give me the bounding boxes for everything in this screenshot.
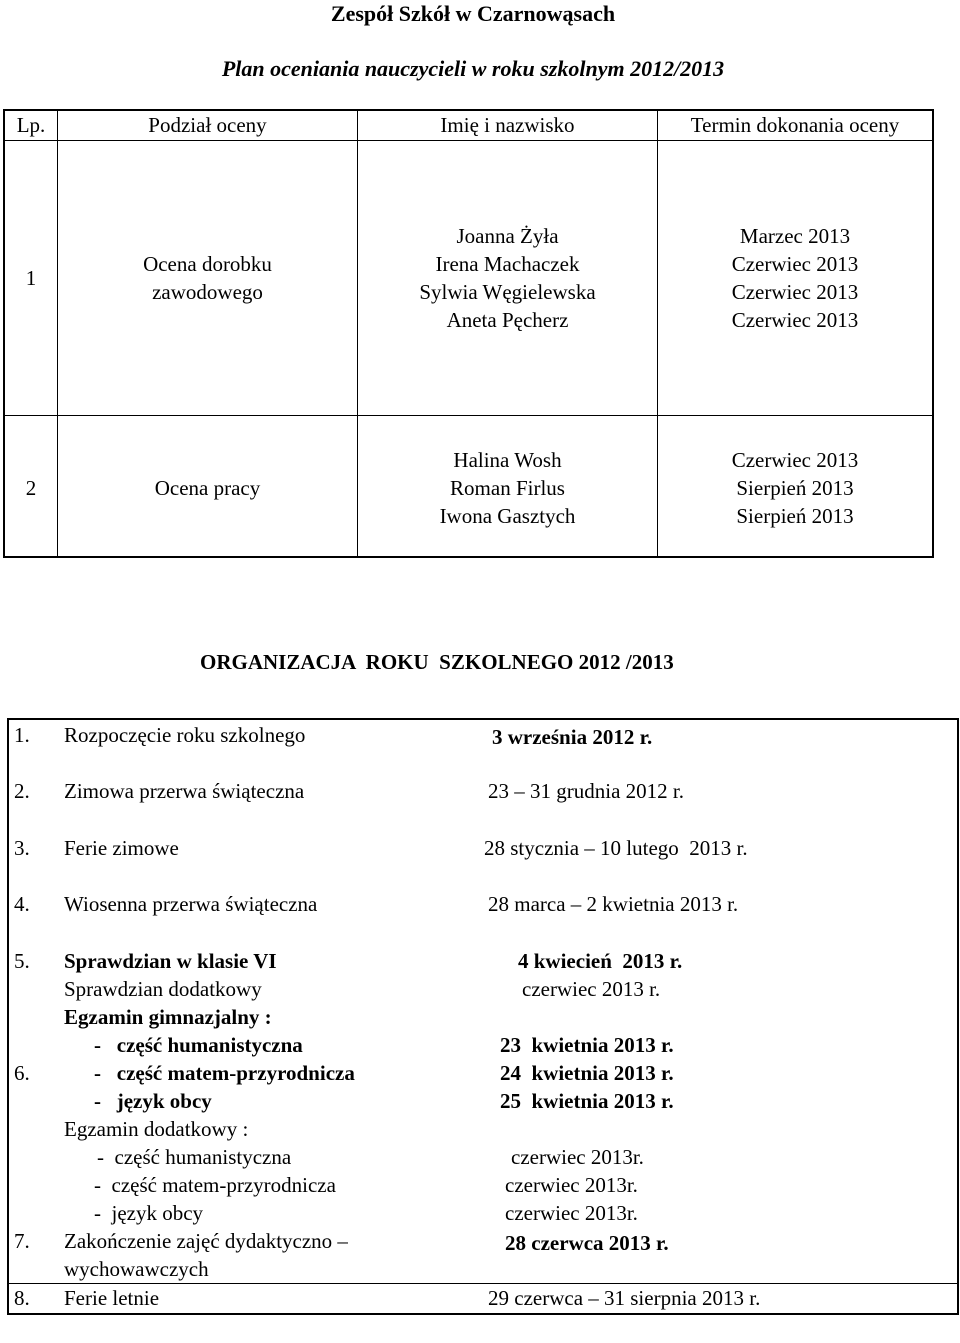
item-label: Rozpoczęcie roku szkolnego (64, 723, 306, 747)
item-number: 1. (14, 723, 30, 747)
org-row-divider (7, 1283, 959, 1284)
extra-exam-part: - część humanistyczna (97, 1145, 292, 1169)
item-extra-date: czerwiec 2013 r. (522, 977, 661, 1001)
row-date: Marzec 2013 (739, 224, 851, 248)
row-division: zawodowego (152, 280, 263, 304)
exam-date: 24 kwietnia 2013 r. (500, 1061, 674, 1085)
extra-exam-date: czerwiec 2013r. (505, 1201, 638, 1225)
table-border-right (932, 109, 934, 558)
item-date: 28 marca – 2 kwietnia 2013 r. (488, 892, 739, 916)
extra-exam-part: - język obcy (94, 1201, 204, 1225)
row-name: Roman Firlus (450, 476, 565, 500)
exam-part: - część humanistyczna (94, 1033, 303, 1057)
header-division: Podział oceny (148, 113, 267, 137)
plan-title: Plan oceniania nauczycieli w roku szkolnym 2012/2013 (221, 56, 725, 81)
item-number: 8. (14, 1286, 30, 1310)
item-label: Zakończenie zajęć dydaktyczno – (64, 1229, 348, 1253)
row-name: Halina Wosh (453, 448, 562, 472)
exam-date: 23 kwietnia 2013 r. (500, 1033, 674, 1057)
table-border-bottom (3, 556, 934, 558)
row-date: Sierpień 2013 (736, 476, 854, 500)
extra-exam-part: - część matem-przyrodnicza (94, 1173, 336, 1197)
exam-part: - język obcy (94, 1089, 212, 1113)
row-name: Sylwia Węgielewska (419, 280, 596, 304)
item-label-continued: wychowawczych (64, 1257, 209, 1281)
table-header-divider (3, 140, 934, 141)
item-date: 23 – 31 grudnia 2012 r. (488, 779, 684, 803)
row-division: Ocena pracy (154, 476, 261, 500)
extra-exam-label: Egzamin dodatkowy : (64, 1117, 249, 1141)
row-date: Czerwiec 2013 (731, 252, 859, 276)
row-date: Czerwiec 2013 (731, 308, 859, 332)
item-number: 7. (14, 1229, 30, 1253)
header-name: Imię i nazwisko (440, 113, 575, 137)
row-lp: 2 (25, 476, 37, 500)
exam-part: - część matem-przyrodnicza (94, 1061, 355, 1085)
item-date: 28 czerwca 2013 r. (505, 1231, 669, 1255)
org-border-right (957, 718, 959, 1315)
item-date: 4 kwiecień 2013 r. (518, 949, 683, 973)
item-extra-label: Sprawdzian dodatkowy (64, 977, 262, 1001)
item-label: Sprawdzian w klasie VI (64, 949, 277, 973)
row-name: Aneta Pęcherz (446, 308, 569, 332)
row-date: Sierpień 2013 (736, 504, 854, 528)
item-number: 6. (14, 1061, 30, 1085)
item-label: Ferie letnie (64, 1286, 160, 1310)
header-date: Termin dokonania oceny (690, 113, 900, 137)
exam-label: Egzamin gimnazjalny : (64, 1005, 272, 1029)
item-label: Zimowa przerwa świąteczna (64, 779, 305, 803)
extra-exam-date: czerwiec 2013r. (511, 1145, 644, 1169)
organization-title: ORGANIZACJA ROKU SZKOLNEGO 2012 /2013 (200, 650, 674, 674)
item-date: 28 stycznia – 10 lutego 2013 r. (484, 836, 748, 860)
school-name: Zespół Szkół w Czarnowąsach (330, 1, 616, 26)
item-number: 5. (14, 949, 30, 973)
extra-exam-date: czerwiec 2013r. (505, 1173, 638, 1197)
item-number: 2. (14, 779, 30, 803)
row-name: Iwona Gasztych (439, 504, 576, 528)
item-number: 3. (14, 836, 30, 860)
org-border-bottom (7, 1313, 959, 1315)
org-border-left (7, 718, 9, 1315)
row-name: Joanna Żyła (456, 224, 559, 248)
item-date: 29 czerwca – 31 sierpnia 2013 r. (488, 1286, 761, 1310)
header-lp: Lp. (16, 113, 46, 137)
exam-date: 25 kwietnia 2013 r. (500, 1089, 674, 1113)
item-label: Ferie zimowe (64, 836, 179, 860)
item-number: 4. (14, 892, 30, 916)
item-label: Wiosenna przerwa świąteczna (64, 892, 318, 916)
org-border-top (7, 718, 959, 720)
row-date: Czerwiec 2013 (731, 280, 859, 304)
row-name: Irena Machaczek (435, 252, 580, 276)
row-division: Ocena dorobku (143, 252, 272, 276)
row-lp: 1 (25, 266, 37, 290)
item-date: 3 września 2012 r. (492, 725, 653, 749)
table-row-divider (3, 415, 934, 416)
row-date: Czerwiec 2013 (731, 448, 859, 472)
